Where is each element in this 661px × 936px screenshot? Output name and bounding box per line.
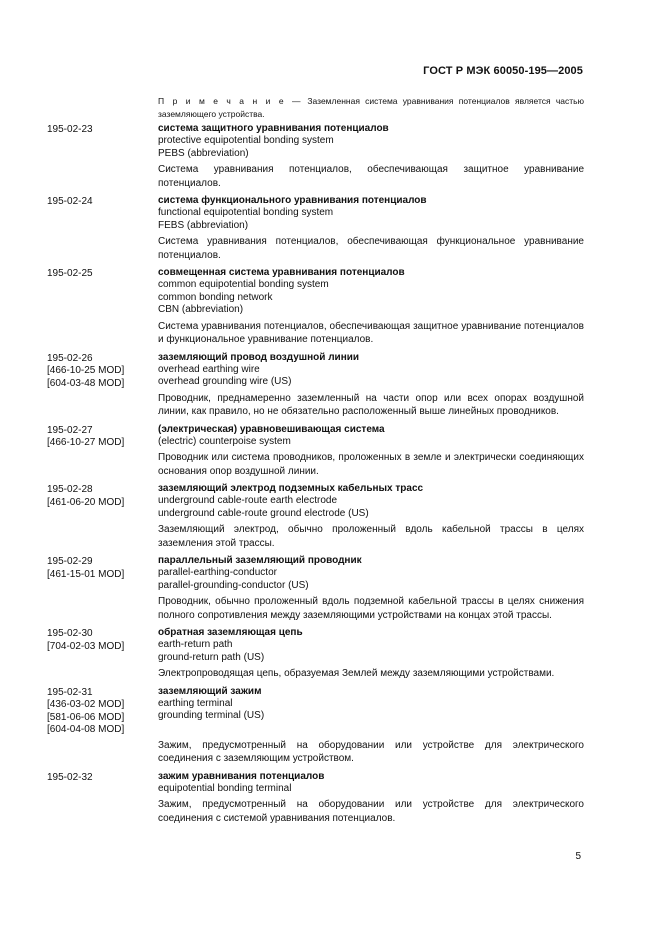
term-english: underground cable-route ground electrode (US) — [158, 507, 369, 519]
term-english: CBN (abbreviation) — [158, 304, 244, 315]
entry-number: 195-02-23 — [47, 124, 93, 135]
entry-codes — [47, 628, 155, 653]
term-entry — [0, 482, 661, 550]
term-english: functional equipotential bonding system — [158, 207, 334, 218]
term-russian: совмещенная система уравнивания потенциалов — [158, 267, 405, 278]
entry-reference: [436-03-02 MOD] — [47, 699, 125, 710]
term-english: overhead grounding wire (US) — [158, 376, 292, 387]
term-english: parallel-earthing-conductor — [158, 567, 277, 578]
entry-number: 195-02-31 — [47, 686, 93, 698]
entry-codes — [47, 772, 155, 785]
term-entry — [0, 554, 661, 622]
term-english: PEBS (abbreviation) — [158, 147, 249, 159]
term-entry — [0, 194, 661, 262]
note-text: Заземленная система уравнивания потенциалов является частью заземляющего устройства. — [158, 96, 584, 119]
term-russian: система функционального уравнивания потенциалов — [158, 195, 427, 206]
entry-body — [158, 770, 584, 826]
entry-reference: [604-04-08 MOD] — [47, 724, 125, 735]
entry-number: 195-02-29 — [47, 556, 93, 567]
term-definition: Система уравнивания потенциалов, обеспечивающая защитное уравнивание потенциалов и функциональное уравнивание потенциалов. — [158, 320, 584, 345]
term-definition: Электропроводящая цепь, образуемая Землей между заземляющими устройствами. — [158, 668, 555, 679]
term-english: parallel-grounding-conductor (US) — [158, 579, 309, 591]
entry-body — [158, 194, 584, 262]
term-definition: Проводник или система проводников, проложенных в земле и электрически соединяющих основания опор воздушной линии. — [158, 452, 584, 477]
entry-body — [158, 626, 584, 681]
term-english: common bonding network — [158, 291, 273, 303]
term-russian: (электрическая) уравновешивающая система — [158, 423, 385, 435]
term-english: common equipotential bonding system — [158, 279, 329, 290]
term-english: (electric) counterpoise system — [158, 435, 291, 447]
term-english: overhead earthing wire — [158, 363, 260, 375]
term-entry — [0, 626, 661, 681]
entry-body — [158, 423, 584, 479]
term-russian: заземляющий зажим — [158, 685, 262, 697]
entry-number: 195-02-28 — [47, 484, 93, 495]
term-definition: Система уравнивания потенциалов, обеспечивающая функциональное уравнивание потенциалов. — [158, 236, 584, 261]
entry-codes — [47, 196, 155, 209]
term-english: grounding terminal (US) — [158, 710, 265, 721]
entry-body — [158, 122, 584, 190]
entry-number: 195-02-24 — [47, 196, 93, 207]
entry-body — [158, 266, 584, 347]
term-entry — [0, 423, 661, 479]
term-definition: Система уравнивания потенциалов, обеспечивающая защитное уравнивание потенциалов. — [158, 164, 584, 189]
term-entries — [0, 122, 661, 829]
term-english: protective equipotential bonding system — [158, 135, 334, 146]
entry-body — [158, 351, 584, 419]
entry-body — [158, 482, 584, 550]
entry-codes — [47, 353, 155, 391]
term-english: underground cable-route earth electrode — [158, 495, 338, 506]
term-entry — [0, 351, 661, 419]
entry-reference: [461-15-01 MOD] — [47, 568, 125, 580]
term-definition: Зажим, предусмотренный на оборудовании или устройстве для электрического соединения с системой уравнивания потенциалов. — [158, 799, 584, 824]
term-english: earthing terminal — [158, 697, 233, 709]
entry-codes — [47, 556, 155, 581]
term-russian: заземляющий электрод подземных кабельных трасс — [158, 483, 424, 494]
entry-number: 195-02-32 — [47, 771, 93, 783]
term-russian: обратная заземляющая цепь — [158, 627, 303, 638]
entry-number: 195-02-30 — [47, 628, 93, 639]
term-russian: параллельный заземляющий проводник — [158, 555, 362, 566]
page-number: 5 — [575, 851, 581, 862]
document-header: ГОСТ Р МЭК 60050-195—2005 — [423, 65, 583, 77]
note-paragraph — [158, 95, 584, 121]
entry-body — [158, 685, 584, 766]
entry-reference: [704-02-03 MOD] — [47, 640, 125, 652]
entry-codes — [47, 687, 155, 737]
entry-codes — [47, 124, 155, 137]
entry-reference: [604-03-48 MOD] — [47, 377, 125, 389]
entry-codes — [47, 268, 155, 281]
entry-number: 195-02-25 — [47, 268, 93, 279]
term-russian: заземляющий провод воздушной линии — [158, 351, 360, 363]
entry-number: 195-02-27 — [47, 424, 93, 436]
term-entry — [0, 266, 661, 347]
entry-number: 195-02-26 — [47, 352, 93, 364]
term-russian: система защитного уравнивания потенциалов — [158, 123, 389, 134]
term-definition: Заземляющий электрод, обычно проложенный вдоль кабельной трассы в целях заземления этой трассы. — [158, 524, 584, 549]
term-entry — [0, 122, 661, 190]
term-english: ground-return path (US) — [158, 651, 265, 663]
entry-reference: [466-10-27 MOD] — [47, 437, 125, 448]
term-english: equipotential bonding terminal — [158, 782, 292, 794]
entry-codes — [47, 425, 155, 450]
term-definition: Зажим, предусмотренный на оборудовании или устройстве для электрического соединения с заземляющим устройством. — [158, 739, 584, 764]
term-english: earth-return path — [158, 639, 233, 650]
term-entry — [0, 685, 661, 766]
term-entry — [0, 770, 661, 826]
entry-reference: [466-10-25 MOD] — [47, 365, 125, 376]
entry-body — [158, 554, 584, 622]
term-definition: Проводник, преднамеренно заземленный на части опор или всех опорах воздушной линии, как правило, но не обязательно расположенный выше линейных проводников. — [158, 392, 584, 417]
entry-codes — [47, 484, 155, 509]
entry-reference: [581-06-06 MOD] — [47, 711, 125, 723]
term-russian: зажим уравнивания потенциалов — [158, 770, 325, 782]
term-definition: Проводник, обычно проложенный вдоль подземной кабельной трассы в целях снижения полного сопротивления между заземляющими устройствами на концах этой трассы. — [158, 596, 584, 621]
entry-reference: [461-06-20 MOD] — [47, 496, 125, 508]
term-english: FEBS (abbreviation) — [158, 219, 249, 231]
note-lead: П р и м е ч а н и е — — [158, 96, 303, 106]
